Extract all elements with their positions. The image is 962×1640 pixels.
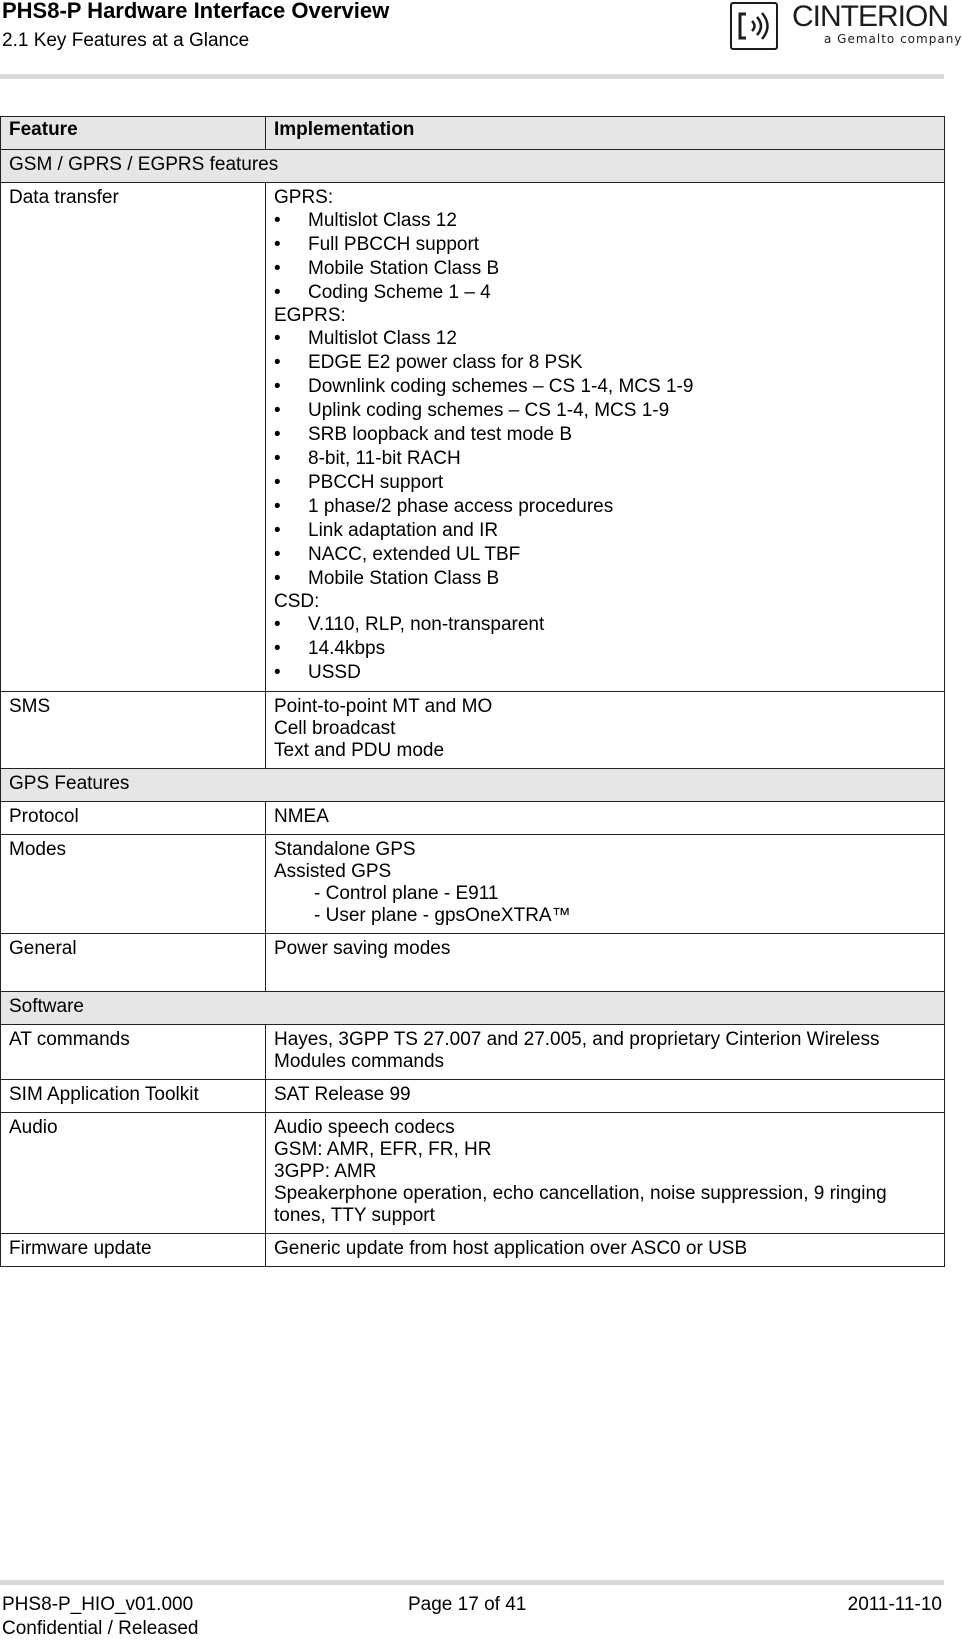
classification-label: Confidential / Released bbox=[2, 1618, 199, 1639]
text-line: Standalone GPS bbox=[274, 839, 416, 860]
text-line: Cell broadcast bbox=[274, 718, 396, 739]
feature-cell: Data transfer bbox=[1, 183, 266, 692]
text-line: Assisted GPS bbox=[274, 861, 392, 882]
gprs-label: GPRS: bbox=[274, 187, 334, 208]
text-line: 3GPP: AMR bbox=[274, 1161, 377, 1182]
list-item: • 8-bit, 11-bit RACH bbox=[274, 447, 936, 471]
implementation-cell: Power saving modes bbox=[266, 934, 945, 992]
egprs-label: EGPRS: bbox=[274, 305, 346, 326]
column-header-implementation: Implementation bbox=[266, 117, 945, 150]
text-line: Audio speech codecs bbox=[274, 1117, 455, 1138]
section-row-software bbox=[1, 992, 945, 1025]
page-footer bbox=[0, 1580, 948, 1639]
document-id: PHS8-P_HIO_v01.000 bbox=[2, 1594, 194, 1615]
table-row bbox=[1, 1234, 945, 1267]
implementation-cell bbox=[266, 835, 945, 934]
implementation-cell bbox=[266, 692, 945, 769]
list-item: • Coding Scheme 1 – 4 bbox=[274, 281, 936, 305]
table-row bbox=[1, 1080, 945, 1113]
csd-list bbox=[274, 613, 936, 685]
list-item: • 1 phase/2 phase access procedures bbox=[274, 495, 936, 519]
list-item: • USSD bbox=[274, 661, 936, 685]
feature-cell: General bbox=[1, 934, 266, 992]
list-item: • Full PBCCH support bbox=[274, 233, 936, 257]
list-item: • PBCCH support bbox=[274, 471, 936, 495]
implementation-cell bbox=[266, 1113, 945, 1234]
section-title: GSM / GPRS / EGPRS features bbox=[1, 150, 945, 183]
table-row bbox=[1, 835, 945, 934]
logo-tagline: a Gemalto company bbox=[824, 32, 962, 46]
table-row bbox=[1, 692, 945, 769]
table-row bbox=[1, 1025, 945, 1080]
implementation-cell: NMEA bbox=[266, 802, 945, 835]
list-item: • 14.4kbps bbox=[274, 637, 936, 661]
text-line: Point-to-point MT and MO bbox=[274, 696, 493, 717]
company-logo bbox=[730, 0, 962, 54]
feature-cell: SIM Application Toolkit bbox=[1, 1080, 266, 1113]
implementation-cell: Hayes, 3GPP TS 27.007 and 27.005, and proprietary Cinterion Wireless Modules commands bbox=[266, 1025, 945, 1080]
list-item: • Mobile Station Class B bbox=[274, 257, 936, 281]
list-item: • SRB loopback and test mode B bbox=[274, 423, 936, 447]
implementation-cell bbox=[266, 183, 945, 692]
list-item: • Link adaptation and IR bbox=[274, 519, 936, 543]
list-item: • EDGE E2 power class for 8 PSK bbox=[274, 351, 936, 375]
list-item: • Multislot Class 12 bbox=[274, 209, 936, 233]
table-row bbox=[1, 802, 945, 835]
page-header bbox=[0, 0, 962, 80]
text-line-indented: - Control plane - E911 bbox=[314, 883, 499, 904]
table-header-row bbox=[1, 117, 945, 150]
text-line: Speakerphone operation, echo cancellation, noise suppression, 9 ringing tones, TTY support bbox=[274, 1183, 887, 1226]
list-item: • NACC, extended UL TBF bbox=[274, 543, 936, 567]
section-row-gps bbox=[1, 769, 945, 802]
feature-cell: Modes bbox=[1, 835, 266, 934]
header-divider bbox=[0, 74, 944, 79]
logo-wordmark: CINTERION bbox=[792, 0, 948, 33]
feature-cell: SMS bbox=[1, 692, 266, 769]
page-number: Page 17 of 41 bbox=[408, 1594, 527, 1615]
implementation-cell: SAT Release 99 bbox=[266, 1080, 945, 1113]
text-line-indented: - User plane - gpsOneXTRA™ bbox=[314, 905, 571, 926]
list-item: • Mobile Station Class B bbox=[274, 567, 936, 591]
feature-cell: Protocol bbox=[1, 802, 266, 835]
list-item: • Downlink coding schemes – CS 1-4, MCS 1-9 bbox=[274, 375, 936, 399]
egprs-list bbox=[274, 327, 936, 591]
text-line: Text and PDU mode bbox=[274, 740, 445, 761]
text-line: GSM: AMR, EFR, FR, HR bbox=[274, 1139, 492, 1160]
column-header-feature: Feature bbox=[1, 117, 266, 150]
list-item: • Uplink coding schemes – CS 1-4, MCS 1-9 bbox=[274, 399, 936, 423]
implementation-cell: Generic update from host application over ASC0 or USB bbox=[266, 1234, 945, 1267]
key-features-table bbox=[0, 116, 945, 1267]
document-title: PHS8-P Hardware Interface Overview bbox=[2, 0, 390, 23]
list-item: • Multislot Class 12 bbox=[274, 327, 936, 351]
feature-cell: Audio bbox=[1, 1113, 266, 1234]
feature-cell: Firmware update bbox=[1, 1234, 266, 1267]
feature-cell: AT commands bbox=[1, 1025, 266, 1080]
table-row bbox=[1, 1113, 945, 1234]
section-title: GPS Features bbox=[1, 769, 945, 802]
gprs-list bbox=[274, 209, 936, 305]
list-item: • V.110, RLP, non-transparent bbox=[274, 613, 936, 637]
cinterion-logo-icon bbox=[730, 2, 778, 50]
csd-label: CSD: bbox=[274, 591, 320, 612]
table-row bbox=[1, 934, 945, 992]
section-row-gsm bbox=[1, 150, 945, 183]
section-title: Software bbox=[1, 992, 945, 1025]
footer-divider bbox=[0, 1580, 944, 1585]
table-row bbox=[1, 183, 945, 692]
section-subtitle: 2.1 Key Features at a Glance bbox=[2, 30, 250, 51]
document-date: 2011-11-10 bbox=[847, 1594, 942, 1615]
